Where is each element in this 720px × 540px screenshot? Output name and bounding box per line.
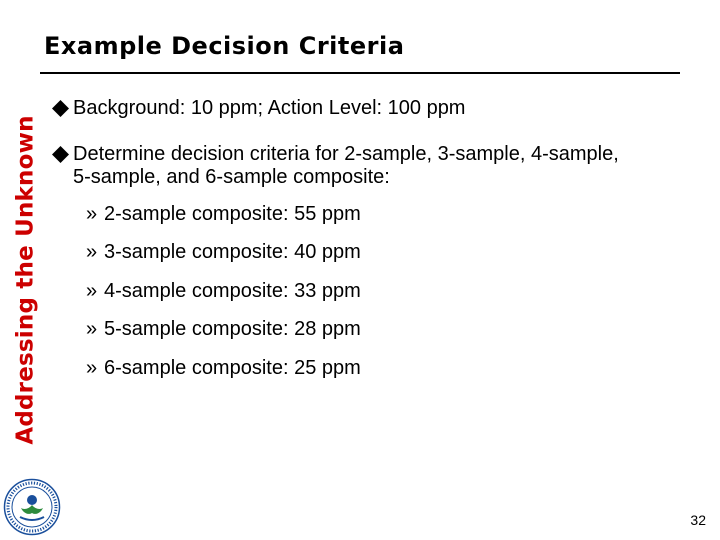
title-divider: [40, 72, 680, 74]
bullet-item: [52, 143, 622, 189]
bullet-text: Background: 10 ppm; Action Level: 100 ppm: [73, 97, 466, 119]
diamond-bullet-icon: [52, 100, 69, 117]
sub-bullet-marker: »: [86, 318, 98, 340]
side-banner: [0, 80, 52, 480]
sub-item-text: 6-sample composite: 25 ppm: [104, 357, 361, 379]
sub-item: [86, 203, 361, 226]
sub-item: [86, 280, 361, 303]
sub-item: [86, 241, 361, 264]
side-banner-text: Addressing the Unknown: [13, 115, 39, 445]
agency-seal-icon: [3, 478, 61, 536]
sub-item-text: 4-sample composite: 33 ppm: [104, 280, 361, 302]
diamond-bullet-icon: [52, 146, 69, 163]
sub-item-text: 3-sample composite: 40 ppm: [104, 241, 361, 263]
bullet-text: Determine decision criteria for 2-sample, 3-sample, 4-sample, 5-sample, and 6-sample composite:: [73, 143, 619, 188]
sub-bullet-marker: »: [86, 203, 98, 225]
page-number: 32: [690, 512, 706, 528]
bullet-item: [52, 97, 652, 120]
sub-bullet-marker: »: [86, 241, 98, 263]
sub-bullet-marker: »: [86, 280, 98, 302]
sub-item: [86, 318, 361, 341]
sub-item-text: 2-sample composite: 55 ppm: [104, 203, 361, 225]
sub-bullet-marker: »: [86, 357, 98, 379]
sub-item-text: 5-sample composite: 28 ppm: [104, 318, 361, 340]
sub-item: [86, 357, 361, 380]
slide-title: Example Decision Criteria: [44, 32, 405, 60]
